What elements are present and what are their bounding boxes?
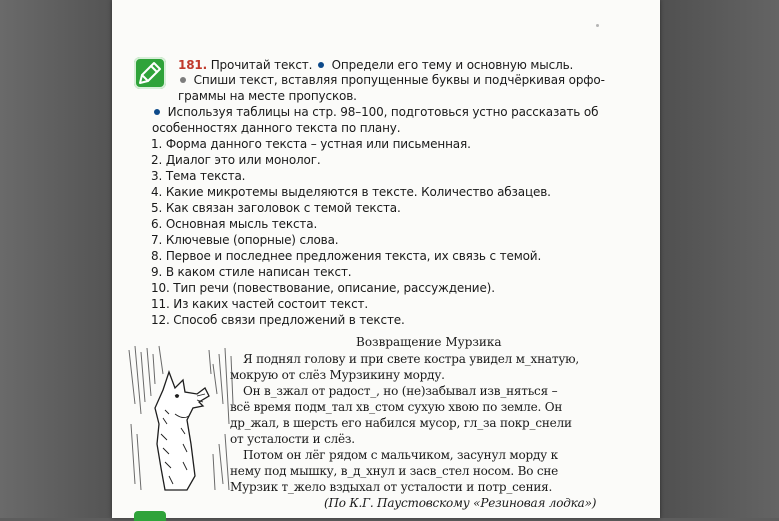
exercise-line-4 (152, 105, 598, 121)
story-line: нему под мышку, в_д_хнул и засв_стел носом. Во сне (230, 464, 559, 478)
task-copy-line-2: граммы на месте пропусков. (178, 89, 357, 103)
task-tables-line-1: Используя таблицы на стр. 98–100, подготовься устно рассказать об (167, 105, 599, 119)
plan-item: 8. Первое и последнее предложения текста, их связь с темой. (151, 249, 542, 263)
viewer-background-left (0, 0, 112, 518)
next-exercise-icon (134, 511, 166, 521)
viewer-background-right (660, 0, 779, 518)
plan-item: 2. Диалог это или монолог. (151, 153, 321, 167)
plan-item: 3. Тема текста. (151, 169, 246, 183)
story-line: Мурзик т_жело вздыхал от усталости и потр_сения. (230, 480, 553, 494)
exercise-line-2 (178, 73, 605, 89)
plan-item: 5. Как связан заголовок с темой текста. (151, 201, 401, 215)
story-line: Он в_зжал от радост_, но (не)забывал изв_няться – (243, 384, 558, 398)
barking-dog-illustration (125, 344, 235, 494)
plan-item: 10. Тип речи (повествование, описание, рассуждение). (151, 281, 495, 295)
story-line: Потом он лёг рядом с мальчиком, засунул морду к (243, 448, 558, 462)
plan-item: 11. Из каких частей состоит текст. (151, 297, 369, 311)
bullet-grey-icon (180, 77, 186, 83)
story-line: от усталости и слёз. (230, 432, 355, 446)
story-line: Я поднял голову и при свете костра увидел м_хнатую, (243, 352, 580, 366)
exercise-line-1 (178, 58, 573, 74)
bullet-blue-icon (154, 109, 160, 115)
textbook-page (112, 0, 660, 518)
plan-item: 1. Форма данного текста – устная или письменная. (151, 137, 471, 151)
task-copy-line-1: Спиши текст, вставляя пропущенные буквы и подчёркивая орфо- (193, 73, 605, 87)
plan-item: 7. Ключевые (опорные) слова. (151, 233, 339, 247)
bullet-blue-icon (318, 62, 324, 68)
page-speck (596, 24, 599, 27)
story-line: др_жал, в шерсть его набился мусор, гл_за покр_снели (230, 416, 572, 430)
story-line: мокрую от слёз Мурзикину морду. (230, 368, 445, 382)
task-read: Прочитай текст. (210, 58, 313, 72)
plan-item: 12. Способ связи предложений в тексте. (151, 313, 405, 327)
exercise-number: 181. (178, 58, 208, 72)
task-tables-line-2: особенностях данного текста по плану. (152, 121, 401, 135)
story-title: Возвращение Мурзика (356, 335, 502, 349)
plan-item: 9. В каком стиле написан текст. (151, 265, 352, 279)
story-attribution: (По К.Г. Паустовскому «Резиновая лодка») (324, 496, 597, 510)
plan-item: 4. Какие микротемы выделяются в тексте. Количество абзацев. (151, 185, 551, 199)
task-theme: Определи его тему и основную мысль. (331, 58, 574, 72)
pen-nib-icon (134, 57, 166, 89)
plan-item: 6. Основная мысль текста. (151, 217, 318, 231)
story-line: всё время подм_тал хв_стом сухую хвою по земле. Он (230, 400, 563, 414)
